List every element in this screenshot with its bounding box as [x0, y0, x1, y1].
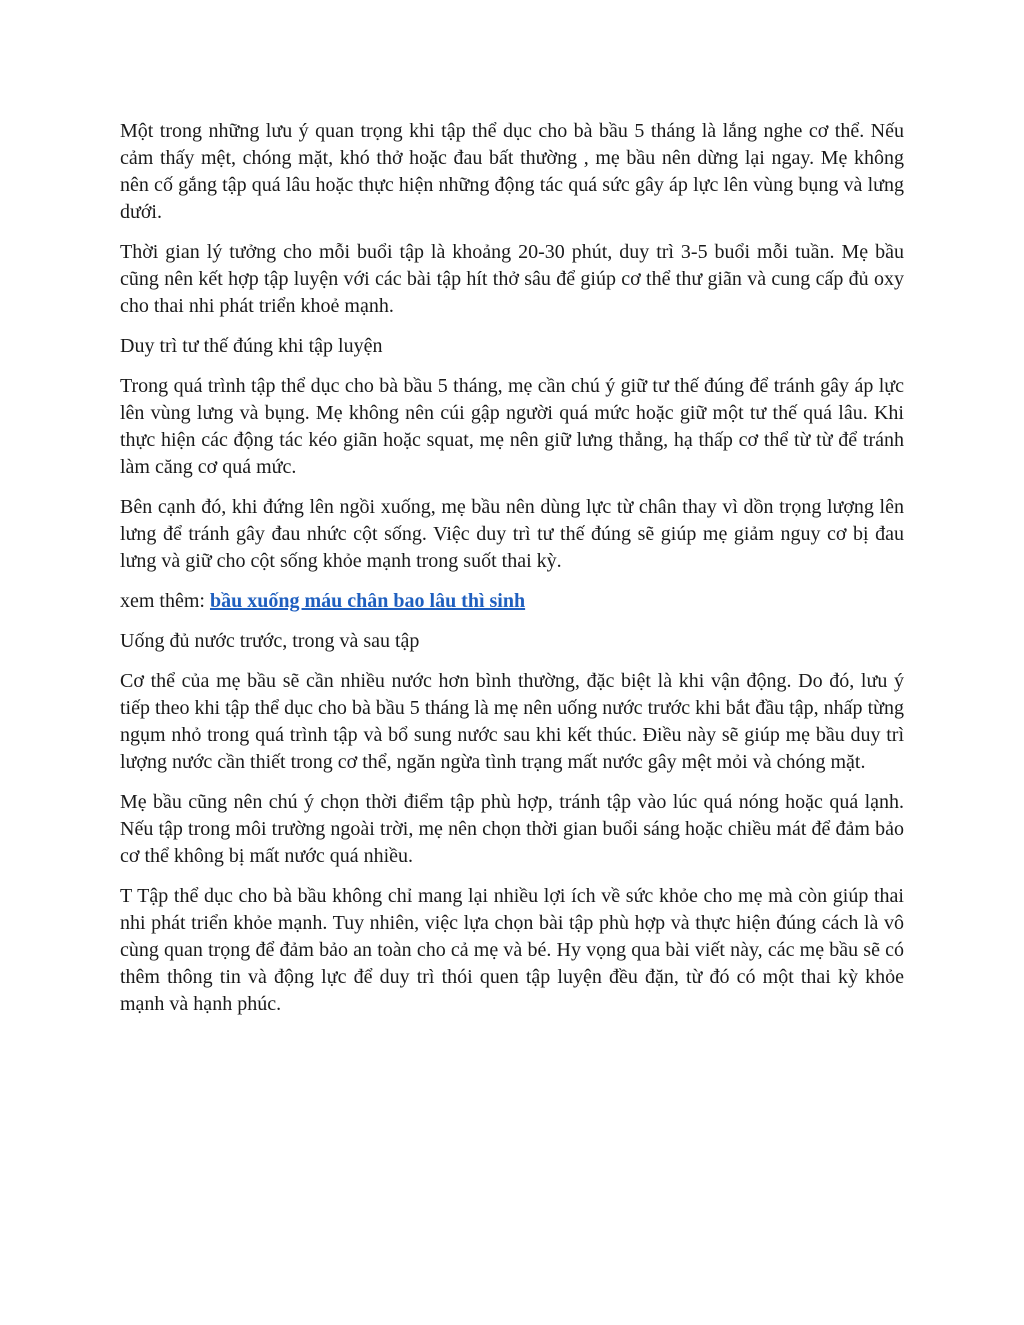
see-more-line: [120, 588, 904, 615]
paragraph-listen-to-body: Một trong những lưu ý quan trọng khi tập thể dục cho bà bầu 5 tháng là lắng nghe cơ thể. Nếu cảm thấy mệt, chóng mặt, khó thở hoặc đau bất thường , mẹ bầu nên dừng lại ngay. Mẹ không nên cố gắng tập quá lâu hoặc thực hiện những động tác quá sức gây áp lực lên vùng bụng và lưng dưới.: [120, 120, 904, 223]
paragraph-standing-sitting: Bên cạnh đó, khi đứng lên ngồi xuống, mẹ bầu nên dùng lực từ chân thay vì dồn trọng lượng lên lưng để tránh gây đau nhức cột sống. Việc duy trì tư thế đúng sẽ giúp mẹ giảm nguy cơ bị đau lưng và giữ cho cột sống khỏe mạnh trong suốt thai kỳ.: [120, 496, 904, 572]
section-heading-posture: Duy trì tư thế đúng khi tập luyện: [120, 335, 383, 357]
paragraph-timing: Mẹ bầu cũng nên chú ý chọn thời điểm tập phù hợp, tránh tập vào lúc quá nóng hoặc quá lạnh. Nếu tập trong môi trường ngoài trời, mẹ nên chọn thời gian buổi sáng hoặc chiều mát để đảm bảo cơ thể không bị mất nước quá nhiều.: [120, 791, 904, 867]
document-body: [120, 118, 904, 1031]
paragraph-session-duration: Thời gian lý tưởng cho mỗi buổi tập là khoảng 20-30 phút, duy trì 3-5 buổi mỗi tuần. Mẹ bầu cũng nên kết hợp tập luyện với các bài tập hít thở sâu để giúp cơ thể thư giãn và cung cấp đủ oxy cho thai nhi phát triển khoẻ mạnh.: [120, 241, 904, 317]
section-heading-hydration: Uống đủ nước trước, trong và sau tập: [120, 630, 420, 652]
paragraph-conclusion: T Tập thể dục cho bà bầu không chỉ mang lại nhiều lợi ích về sức khỏe cho mẹ mà còn giúp thai nhi phát triển khỏe mạnh. Tuy nhiên, việc lựa chọn bài tập phù hợp và thực hiện đúng cách là vô cùng quan trọng để đảm bảo an toàn cho cả mẹ và bé. Hy vọng qua bài viết này, các mẹ bầu sẽ có thêm thông tin và động lực để duy trì thói quen tập luyện đều đặn, từ đó có một thai kỳ khỏe mạnh và hạnh phúc.: [120, 885, 904, 1015]
paragraph-posture: Trong quá trình tập thể dục cho bà bầu 5 tháng, mẹ cần chú ý giữ tư thế đúng để tránh gây áp lực lên vùng lưng và bụng. Mẹ không nên cúi gập người quá mức hoặc giữ một tư thế quá lâu. Khi thực hiện các động tác kéo giãn hoặc squat, mẹ nên giữ lưng thẳng, hạ thấp cơ thể từ từ để tránh làm căng cơ quá mức.: [120, 375, 904, 478]
see-more-link[interactable]: bầu xuống máu chân bao lâu thì sinh: [209, 590, 526, 612]
paragraph-hydration: Cơ thể của mẹ bầu sẽ cần nhiều nước hơn bình thường, đặc biệt là khi vận động. Do đó, lưu ý tiếp theo khi tập thể dục cho bà bầu 5 tháng là mẹ nên uống nước trước khi bắt đầu tập, nhấp từng ngụm nhỏ trong quá trình tập và bổ sung nước sau khi kết thúc. Điều này sẽ giúp mẹ bầu duy trì lượng nước cần thiết trong cơ thể, ngăn ngừa tình trạng mất nước gây mệt mỏi và chóng mặt.: [120, 670, 904, 773]
see-more-prefix: xem thêm:: [120, 590, 210, 612]
